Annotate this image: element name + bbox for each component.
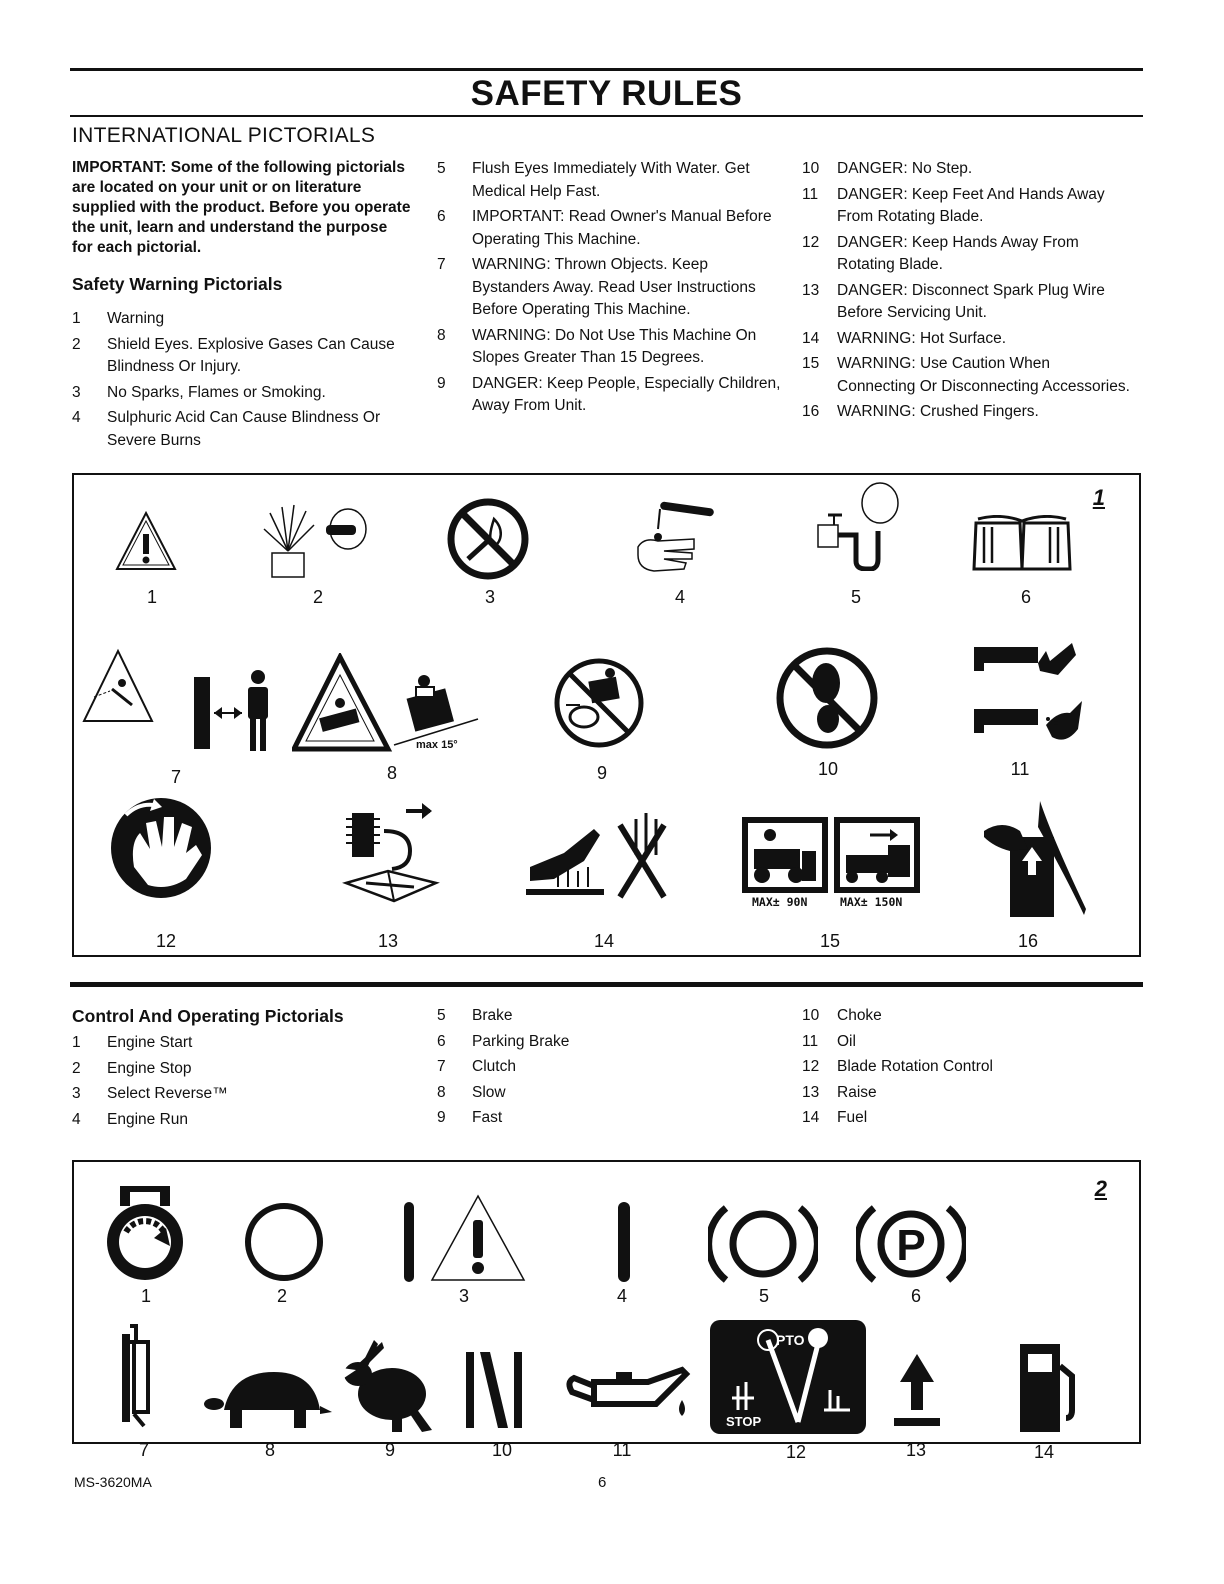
list-item-number: 2 xyxy=(72,335,81,353)
list-item-number: 5 xyxy=(437,160,446,177)
slope-warning-icon xyxy=(292,653,482,761)
list-item-text: DANGER: No Step. xyxy=(837,160,973,177)
pto-text: PTO xyxy=(776,1332,805,1348)
pic-label: 5 xyxy=(758,1286,769,1306)
pic-label: 10 xyxy=(817,759,839,779)
page-number: 6 xyxy=(598,1474,607,1491)
list-item-number: 6 xyxy=(437,1032,446,1050)
pic-label: 11 xyxy=(612,1440,632,1460)
list-item xyxy=(72,308,417,331)
list-item-number: 11 xyxy=(802,1032,819,1050)
parking-letter: P xyxy=(896,1221,926,1270)
list-item-text: WARNING: Use Caution When Connecting Or Disconnecting Accessories. xyxy=(837,355,1130,395)
safety-list-col1 xyxy=(72,308,417,455)
engine-run-icon xyxy=(614,1200,634,1284)
pic-label: 9 xyxy=(596,763,607,783)
pic-label: 2 xyxy=(312,587,323,607)
pic-label: 11 xyxy=(1010,759,1030,779)
list-item-number: 12 xyxy=(802,1058,820,1075)
list-item-text: Blade Rotation Control xyxy=(837,1058,993,1075)
control-list-col3 xyxy=(802,1005,1132,1133)
pic-label: 1 xyxy=(140,1286,151,1306)
list-item xyxy=(437,1031,782,1054)
list-item-number: 5 xyxy=(437,1007,446,1024)
list-item-number: 9 xyxy=(437,1109,446,1126)
list-item-text: Shield Eyes. Explosive Gases Can Cause Blindness Or Injury. xyxy=(107,335,395,375)
slow-turtle-icon xyxy=(204,1366,334,1432)
pic-label: 15 xyxy=(819,931,841,951)
footer-code: MS-3620MA xyxy=(74,1474,152,1490)
list-item-text: DANGER: Disconnect Spark Plug Wire Before Servicing Unit. xyxy=(837,281,1105,321)
list-item-number: 13 xyxy=(802,1083,820,1101)
list-item-number: 1 xyxy=(72,1034,81,1051)
list-item-text: Engine Run xyxy=(107,1110,189,1128)
list-item-number: 12 xyxy=(802,233,820,251)
choke-icon xyxy=(460,1348,530,1432)
list-item xyxy=(72,334,417,379)
list-item xyxy=(802,1082,1132,1105)
list-item-number: 10 xyxy=(802,160,820,177)
list-item-number: 14 xyxy=(802,1109,820,1126)
pic-label: 2 xyxy=(276,1286,287,1306)
list-item xyxy=(802,184,1132,229)
list-item xyxy=(437,206,782,251)
safety-list-col2 xyxy=(437,158,782,421)
pic-label: 8 xyxy=(264,1440,275,1460)
pic-label: 1 xyxy=(146,587,157,607)
pic-label: 13 xyxy=(377,931,399,951)
accessories-caution-icon xyxy=(740,815,924,909)
slope-max-text: max 15° xyxy=(416,739,458,751)
list-item xyxy=(437,1082,782,1105)
section-divider xyxy=(70,982,1143,987)
list-item-text: DANGER: Keep Hands Away From Rotating Blade. xyxy=(837,233,1079,273)
pic-label: 3 xyxy=(458,1286,469,1306)
oil-can-icon xyxy=(564,1362,694,1422)
control-list-col2 xyxy=(437,1005,782,1133)
list-item-text: No Sparks, Flames or Smoking. xyxy=(107,383,326,401)
list-item-number: 7 xyxy=(437,1058,446,1075)
list-item-text: Choke xyxy=(837,1007,882,1024)
pic-label: 4 xyxy=(674,587,685,607)
list-item-text: Flush Eyes Immediately With Water. Get Medical Help Fast. xyxy=(472,160,750,200)
list-item-text: DANGER: Keep People, Especially Children, Away From Unit. xyxy=(472,374,781,414)
raise-arrow-icon xyxy=(892,1352,942,1428)
list-item xyxy=(802,280,1132,325)
list-item-number: 3 xyxy=(72,383,81,401)
list-item xyxy=(802,1005,1132,1028)
list-item xyxy=(802,1107,1132,1130)
acid-burn-icon xyxy=(634,497,724,575)
list-item-text: Sulphuric Acid Can Cause Blindness Or Severe Burns xyxy=(107,409,381,449)
control-list-col1 xyxy=(72,1032,417,1134)
list-item xyxy=(72,382,417,405)
list-item-number: 3 xyxy=(72,1085,81,1102)
list-item xyxy=(437,1056,782,1079)
list-item-number: 8 xyxy=(437,1083,446,1101)
list-item-text: WARNING: Crushed Fingers. xyxy=(837,403,1039,420)
important-note: IMPORTANT: Some of the following pictorials are located on your unit or on literature supplied with the product. Before you operate the unit, learn and understand the purpose for each pictorial. xyxy=(72,159,411,256)
pic-label: 16 xyxy=(1017,931,1039,951)
safety-heading: Safety Warning Pictorials xyxy=(72,274,283,294)
list-item-number: 13 xyxy=(802,281,820,299)
list-item-number: 10 xyxy=(802,1007,820,1024)
pic-label: 13 xyxy=(905,1440,927,1460)
pic-label: 5 xyxy=(850,587,861,607)
pic-label: 14 xyxy=(1033,1442,1055,1462)
safety-pictorials-figure xyxy=(72,473,1141,957)
list-item-text: WARNING: Thrown Objects. Keep Bystanders Away. Read User Instructions Before Operating This Machine. xyxy=(472,256,756,318)
list-item-number: 7 xyxy=(437,256,446,273)
pic-label: 8 xyxy=(386,763,397,783)
max-right-text: MAX± 150N xyxy=(840,895,903,909)
list-item xyxy=(802,1031,1132,1054)
select-reverse-icon xyxy=(400,1194,526,1286)
pic-label: 7 xyxy=(170,767,181,787)
list-item-text: Warning xyxy=(107,310,165,327)
fuel-pump-icon xyxy=(1014,1340,1084,1436)
control-pictorials-figure xyxy=(72,1160,1141,1462)
pic-label: 3 xyxy=(484,587,495,607)
list-item-number: 2 xyxy=(72,1059,81,1077)
engine-start-icon xyxy=(102,1184,188,1284)
parking-brake-icon xyxy=(856,1200,966,1288)
pic-label: 9 xyxy=(384,1440,395,1460)
list-item xyxy=(72,1083,417,1106)
thrown-objects-icon xyxy=(82,647,282,757)
pic-label: 12 xyxy=(785,1442,807,1462)
pic-label: 10 xyxy=(491,1440,513,1460)
warning-triangle-icon xyxy=(114,510,178,572)
list-item xyxy=(802,328,1132,351)
list-item-text: IMPORTANT: Read Owner's Manual Before Operating This Machine. xyxy=(472,208,772,248)
list-item-number: 15 xyxy=(802,355,820,372)
list-item-text: Oil xyxy=(837,1032,856,1050)
no-step-icon xyxy=(772,643,882,753)
list-item-number: 6 xyxy=(437,208,446,225)
list-item xyxy=(802,232,1132,277)
list-item-text: Parking Brake xyxy=(472,1032,570,1050)
list-item-text: DANGER: Keep Feet And Hands Away From Rotating Blade. xyxy=(837,185,1105,225)
pic-label: 14 xyxy=(593,931,615,951)
list-item-text: Engine Stop xyxy=(107,1059,192,1077)
list-item-text: Fast xyxy=(472,1109,503,1126)
list-item-number: 14 xyxy=(802,329,820,347)
list-item-text: WARNING: Hot Surface. xyxy=(837,329,1007,347)
list-item-number: 16 xyxy=(802,403,820,420)
pic-label: 4 xyxy=(616,1286,627,1306)
disconnect-spark-plug-icon xyxy=(336,801,446,911)
list-item-text: Raise xyxy=(837,1083,877,1101)
list-item xyxy=(802,353,1132,398)
list-item-text: Brake xyxy=(472,1007,513,1024)
list-item xyxy=(72,407,417,452)
blade-rotation-control-icon xyxy=(708,1318,868,1436)
figure-number: 1 xyxy=(1092,485,1105,510)
hot-surface-icon xyxy=(524,805,674,905)
list-item-text: Fuel xyxy=(837,1109,868,1126)
safety-list-col3 xyxy=(802,158,1132,427)
list-item xyxy=(802,1056,1132,1079)
list-item-number: 9 xyxy=(437,374,446,392)
list-item xyxy=(437,158,782,203)
pic-label: 12 xyxy=(155,931,177,951)
list-item xyxy=(437,325,782,370)
list-item-text: Select Reverse™ xyxy=(107,1085,228,1102)
pic-label: 6 xyxy=(910,1286,921,1306)
eye-shield-icon xyxy=(260,503,370,578)
figure-number: 2 xyxy=(1094,1176,1107,1201)
list-item-number: 8 xyxy=(437,326,446,344)
stop-text: STOP xyxy=(726,1414,762,1429)
page-title: SAFETY RULES xyxy=(470,74,743,113)
top-rule xyxy=(70,68,1143,71)
list-item xyxy=(437,373,782,418)
engine-stop-icon xyxy=(242,1200,326,1284)
eye-wash-icon xyxy=(812,481,912,571)
list-item-number: 4 xyxy=(72,409,81,426)
owners-manual-icon xyxy=(972,515,1072,571)
title-rule xyxy=(70,115,1143,117)
rotating-blade-feet-hands-icon xyxy=(966,641,1096,751)
brake-icon xyxy=(708,1200,818,1288)
list-item xyxy=(802,401,1132,424)
no-flames-icon xyxy=(446,497,530,581)
list-item xyxy=(437,1107,782,1130)
list-item xyxy=(72,1058,417,1081)
list-item-number: 1 xyxy=(72,310,81,327)
hand-rotating-blade-icon xyxy=(106,793,216,903)
list-item xyxy=(72,1109,417,1132)
list-item xyxy=(72,1032,417,1055)
list-item-number: 11 xyxy=(802,185,819,203)
pic-label: 7 xyxy=(138,1440,149,1460)
list-item-number: 4 xyxy=(72,1110,81,1128)
list-item-text: Clutch xyxy=(472,1058,516,1075)
max-left-text: MAX± 90N xyxy=(752,895,808,909)
control-heading: Control And Operating Pictorials xyxy=(72,1006,344,1026)
list-item xyxy=(437,1005,782,1028)
list-item xyxy=(802,158,1132,181)
crushed-fingers-icon xyxy=(980,797,1090,921)
list-item-text: Engine Start xyxy=(107,1034,193,1051)
list-item-text: Slow xyxy=(472,1083,506,1101)
pic-label: 6 xyxy=(1020,587,1031,607)
clutch-icon xyxy=(114,1322,160,1432)
section-heading: INTERNATIONAL PICTORIALS xyxy=(72,124,376,147)
keep-children-away-icon xyxy=(544,653,654,753)
list-item-text: WARNING: Do Not Use This Machine On Slopes Greater Than 15 Degrees. xyxy=(472,326,757,366)
fast-rabbit-icon xyxy=(336,1338,436,1434)
list-item xyxy=(437,254,782,322)
